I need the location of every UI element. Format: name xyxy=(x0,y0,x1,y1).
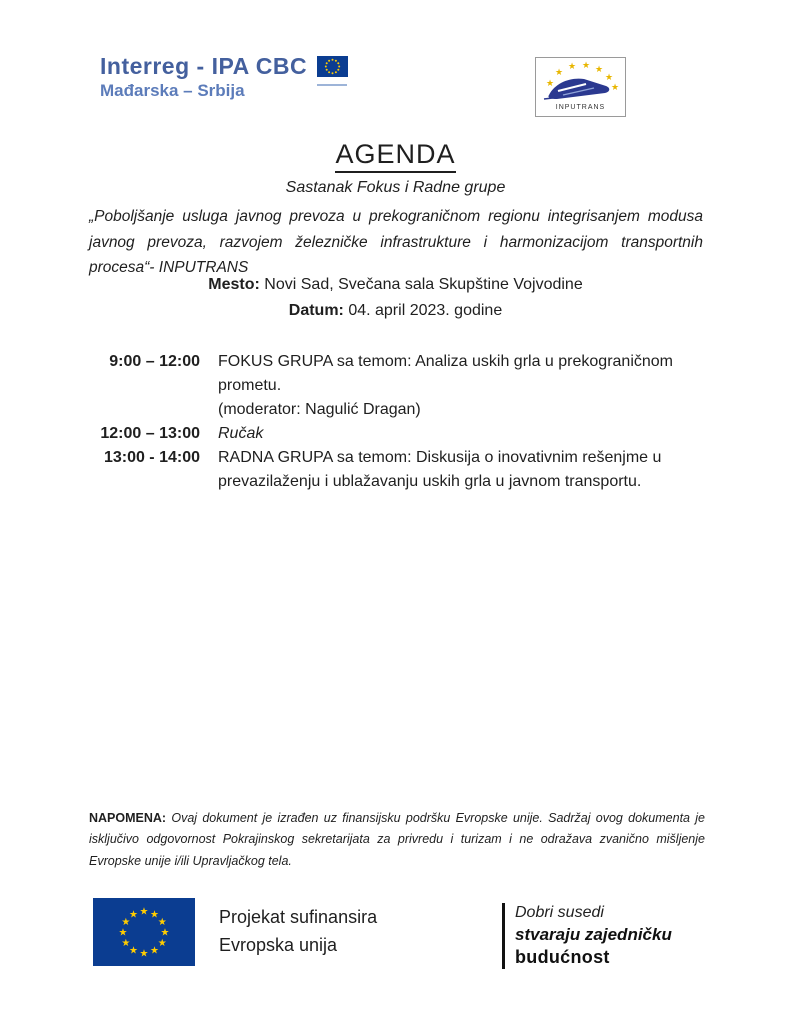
location-label: Mesto: xyxy=(208,276,260,293)
note-label: NAPOMENA: xyxy=(89,811,167,825)
svg-text:★: ★ xyxy=(121,917,131,928)
svg-text:★: ★ xyxy=(139,906,149,918)
slogan-line1: Dobri susedi xyxy=(515,904,604,921)
eu-flag-icon xyxy=(93,898,195,966)
interreg-logo xyxy=(100,55,348,99)
eu-cofinancing-text xyxy=(219,904,377,960)
svg-text:★: ★ xyxy=(121,938,131,949)
eu-cofinancing-block xyxy=(93,898,377,966)
schedule-description xyxy=(218,446,673,494)
slogan-divider xyxy=(502,903,505,969)
svg-text:★: ★ xyxy=(567,62,577,72)
eu-flag-small-icon xyxy=(317,56,348,86)
programme-slogan xyxy=(502,903,672,969)
project-description: „Poboljšanje usluga javnog prevoza u prekograničnom regionu integrisanjem modusa javnog prevoza, razvojem železničke infrastrukture i harmonizacijom transportnih procesa“- INPUTRANS xyxy=(89,208,703,277)
location-value: Novi Sad, Svečana sala Skupštine Vojvodine xyxy=(259,276,583,293)
svg-text:★: ★ xyxy=(118,927,128,939)
eu-flag-caption-placeholder xyxy=(317,84,347,86)
schedule-time: 12:00 – 13:00 xyxy=(100,425,200,442)
meeting-location xyxy=(0,272,791,298)
svg-text:★: ★ xyxy=(157,938,167,949)
svg-text:★: ★ xyxy=(157,917,167,928)
schedule-topic: RADNA GRUPA sa temom: Diskusija o inovativnim rešenjme u prevazilaženju i ublažavanju uskih grla u javnom transportu. xyxy=(218,449,662,490)
svg-text:★: ★ xyxy=(594,65,604,75)
slogan-line2: stvaraju zajedničku xyxy=(515,924,672,944)
meeting-date xyxy=(0,298,791,324)
schedule-time: 13:00 - 14:00 xyxy=(103,449,200,466)
note-text: Ovaj dokument je izrađen uz finansijsku podršku Evropske unije. Sadržaj ovog dokumenta je isključivo odgovornost Pokrajinskog sekretarijata za privredu i turizam i ne odražava zvanično mišljenje Evropske unije i/ili Upravljačkog tela. xyxy=(89,811,705,868)
inputrans-logo xyxy=(535,57,626,117)
svg-text:★: ★ xyxy=(129,945,138,957)
page-title: AGENDA xyxy=(335,140,455,173)
schedule-topic: Ručak xyxy=(218,425,264,442)
svg-text:★: ★ xyxy=(150,945,159,957)
svg-text:★: ★ xyxy=(150,909,159,921)
inputrans-label: INPUTRANS xyxy=(555,104,606,111)
schedule-row xyxy=(100,446,673,494)
schedule-moderator: (moderator: Nagulić Dragan) xyxy=(218,401,421,418)
svg-text:★: ★ xyxy=(545,79,555,89)
slogan-line3: budućnost xyxy=(515,946,610,967)
schedule-row xyxy=(100,350,673,422)
date-label: Datum: xyxy=(288,301,344,319)
date-value: 04. april 2023. godine xyxy=(343,301,503,319)
agenda-schedule xyxy=(100,350,673,494)
cofinancing-line1: Projekat sufinansira xyxy=(219,907,378,928)
schedule-time: 9:00 – 12:00 xyxy=(109,353,200,370)
svg-text:★: ★ xyxy=(139,948,149,960)
schedule-topic: FOKUS GRUPA sa temom: Analiza uskih grla u prekograničnom prometu. xyxy=(218,353,673,394)
svg-text:★: ★ xyxy=(610,83,620,93)
meeting-details xyxy=(0,272,791,323)
svg-text:★: ★ xyxy=(554,68,564,78)
svg-text:★: ★ xyxy=(581,61,591,71)
interreg-programme-name: Mađarska – Srbija xyxy=(100,81,245,100)
interreg-wordmark: Interreg - IPA CBC xyxy=(100,53,308,79)
schedule-description xyxy=(218,350,673,422)
svg-text:★: ★ xyxy=(160,927,170,939)
cofinancing-line2: Evropska unija xyxy=(219,935,338,955)
schedule-row xyxy=(100,422,673,446)
schedule-description xyxy=(218,422,673,446)
svg-text:★: ★ xyxy=(129,909,138,921)
disclaimer-note xyxy=(89,808,705,872)
svg-text:★: ★ xyxy=(604,73,614,83)
page-subtitle: Sastanak Fokus i Radne grupe xyxy=(285,178,506,196)
